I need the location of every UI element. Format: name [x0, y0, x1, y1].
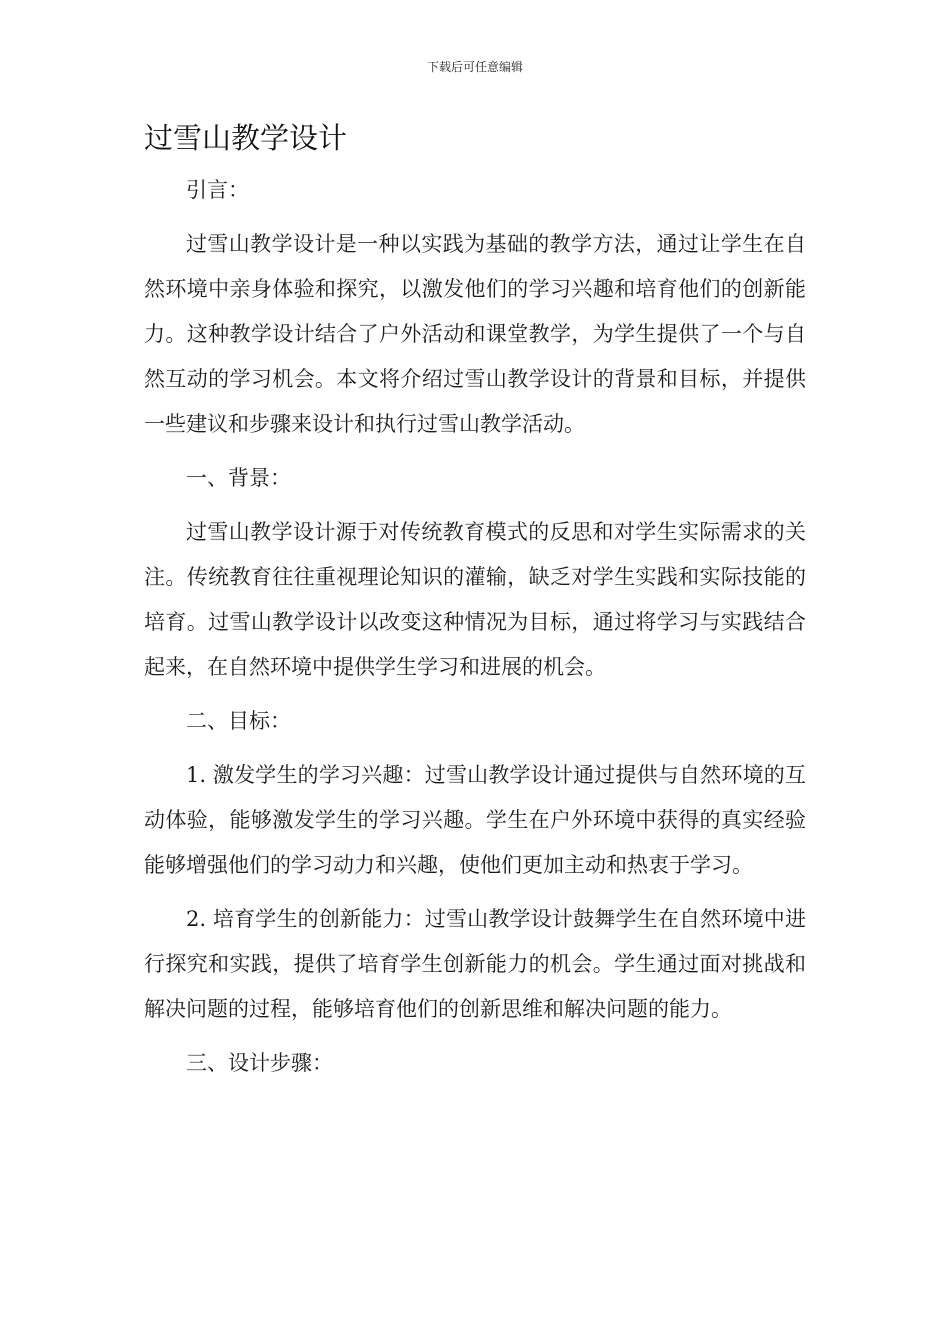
intro-heading: 引言： [186, 178, 249, 202]
section-background-paragraph: 过雪山教学设计源于对传统教育模式的反思和对学生实际需求的关注。传统教育往往重视理论知识的灌输，缺乏对学生实践和实际技能的培育。过雪山教学设计以改变这种情况为目标，通过将学习与实践结合起来，在自然环境中提供学生学习和进展的机会。 [144, 520, 806, 679]
document-body [144, 168, 806, 1095]
header-note: 下载后可任意编辑 [426, 60, 523, 74]
document-title: 过雪山教学设计 [144, 121, 348, 155]
section-steps-heading: 三、设计步骤： [186, 1051, 333, 1075]
section-background-heading: 一、背景： [186, 466, 291, 490]
goal-item-1: 1. 激发学生的学习兴趣：过雪山教学设计通过提供与自然环境的互动体验，能够激发学生的学习兴趣。学生在户外环境中获得的真实经验能够增强他们的学习动力和兴趣，使他们更加主动和热衷于学习。 [144, 763, 806, 877]
section-goals-heading: 二、目标： [186, 709, 291, 733]
intro-paragraph: 过雪山教学设计是一种以实践为基础的教学方法，通过让学生在自然环境中亲身体验和探究，以激发他们的学习兴趣和培育他们的创新能力。这种教学设计结合了户外活动和课堂教学，为学生提供了一个与自然互动的学习机会。本文将介绍过雪山教学设计的背景和目标，并提供一些建议和步骤来设计和执行过雪山教学活动。 [144, 232, 806, 436]
goal-item-2: 2. 培育学生的创新能力：过雪山教学设计鼓舞学生在自然环境中进行探究和实践，提供了培育学生创新能力的机会。学生通过面对挑战和解决问题的过程，能够培育他们的创新思维和解决问题的能力。 [144, 907, 806, 1021]
